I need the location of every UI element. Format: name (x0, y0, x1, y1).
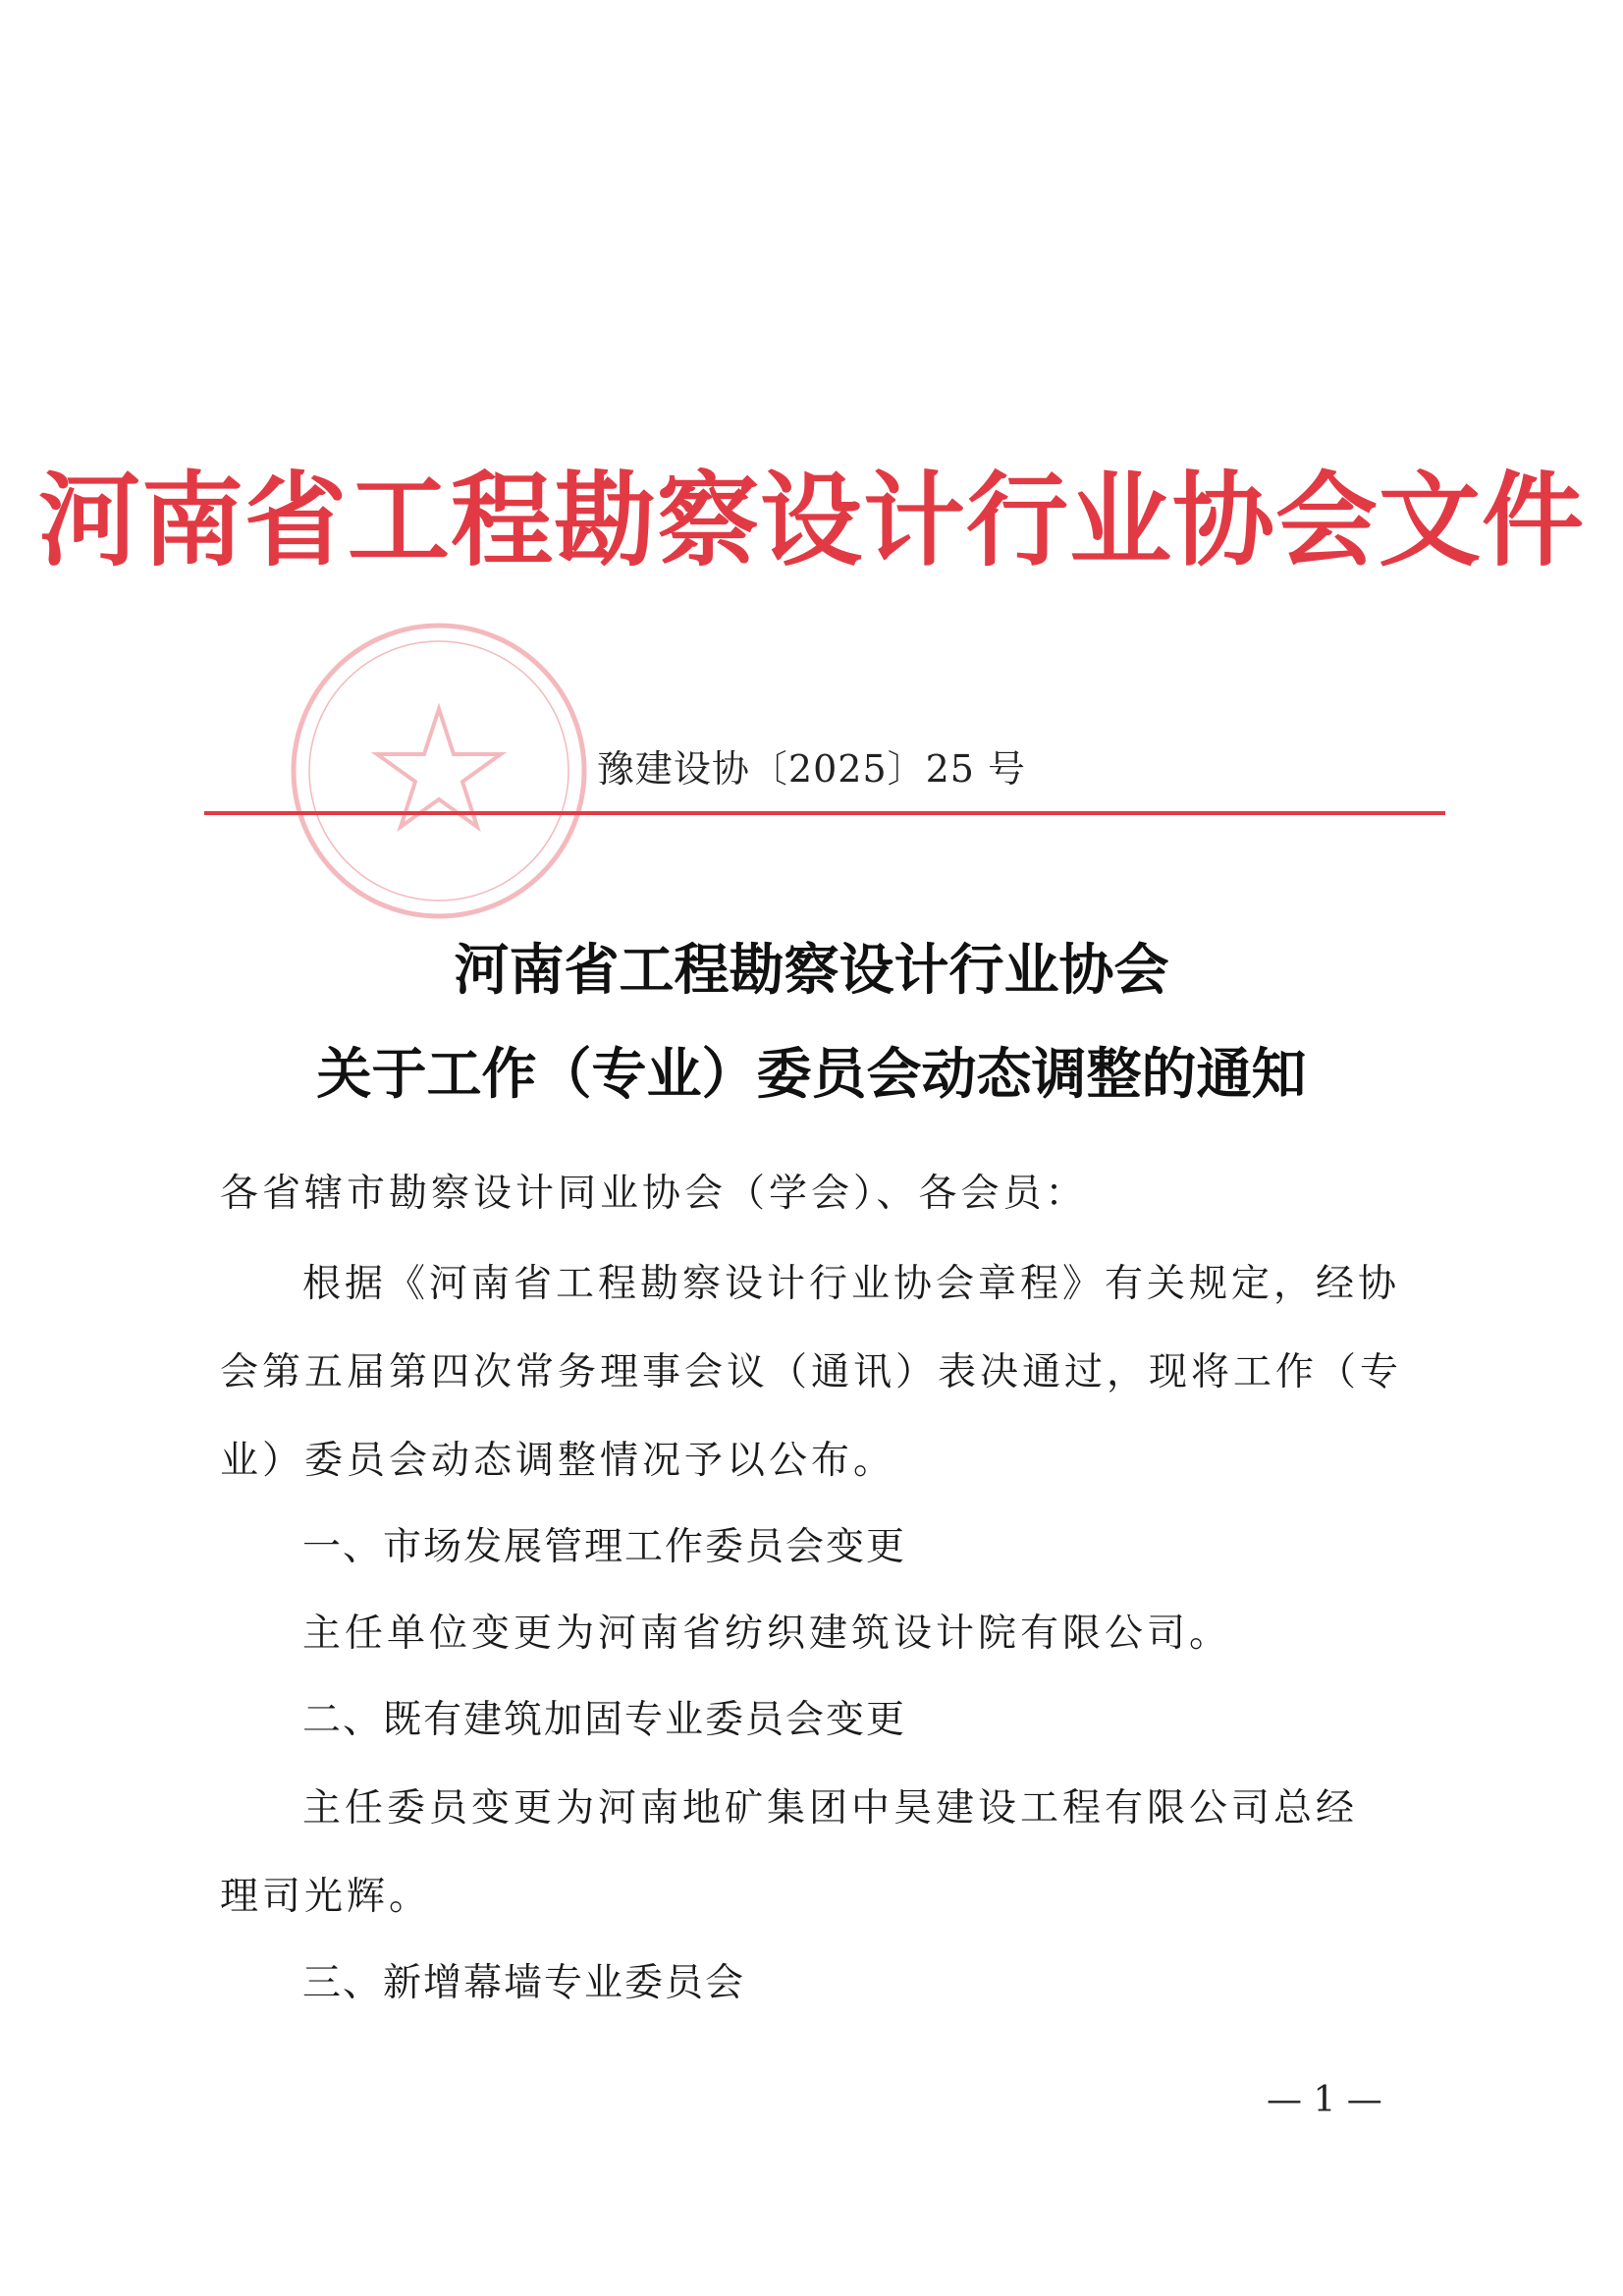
intro-paragraph-line-3: 业）委员会动态调整情况予以公布。 (220, 1439, 896, 1483)
section-2-text-line-2: 理司光辉。 (220, 1875, 432, 1919)
salutation: 各省辖市勘察设计同业协会（学会）、各会员： (220, 1172, 1088, 1216)
section-2-heading: 二、既有建筑加固专业委员会变更 (302, 1698, 907, 1742)
section-1-heading: 一、市场发展管理工作委员会变更 (302, 1525, 907, 1569)
section-2-text-line-1: 主任委员变更为河南地矿集团中昊建设工程有限公司总经 (302, 1786, 1359, 1831)
section-3-heading: 三、新增幕墙专业委员会 (302, 1961, 746, 2005)
notice-title-line-2: 关于工作（专业）委员会动态调整的通知 (316, 1042, 1307, 1107)
intro-paragraph-line-2: 会第五届第四次常务理事会议（通讯）表决通过，现将工作（专 (220, 1350, 1403, 1394)
red-divider-line (204, 811, 1445, 815)
section-1-text: 主任单位变更为河南省纺织建筑设计院有限公司。 (302, 1612, 1232, 1656)
notice-title-line-1: 河南省工程勘察设计行业协会 (454, 938, 1169, 1003)
masthead-title: 河南省工程勘察设计行业协会文件 (37, 460, 1585, 580)
page-number: — 1 — (1267, 2080, 1382, 2120)
intro-paragraph-line-1: 根据《河南省工程勘察设计行业协会章程》有关规定，经协 (302, 1262, 1401, 1306)
document-number: 豫建设协〔2025〕25 号 (596, 747, 1027, 791)
